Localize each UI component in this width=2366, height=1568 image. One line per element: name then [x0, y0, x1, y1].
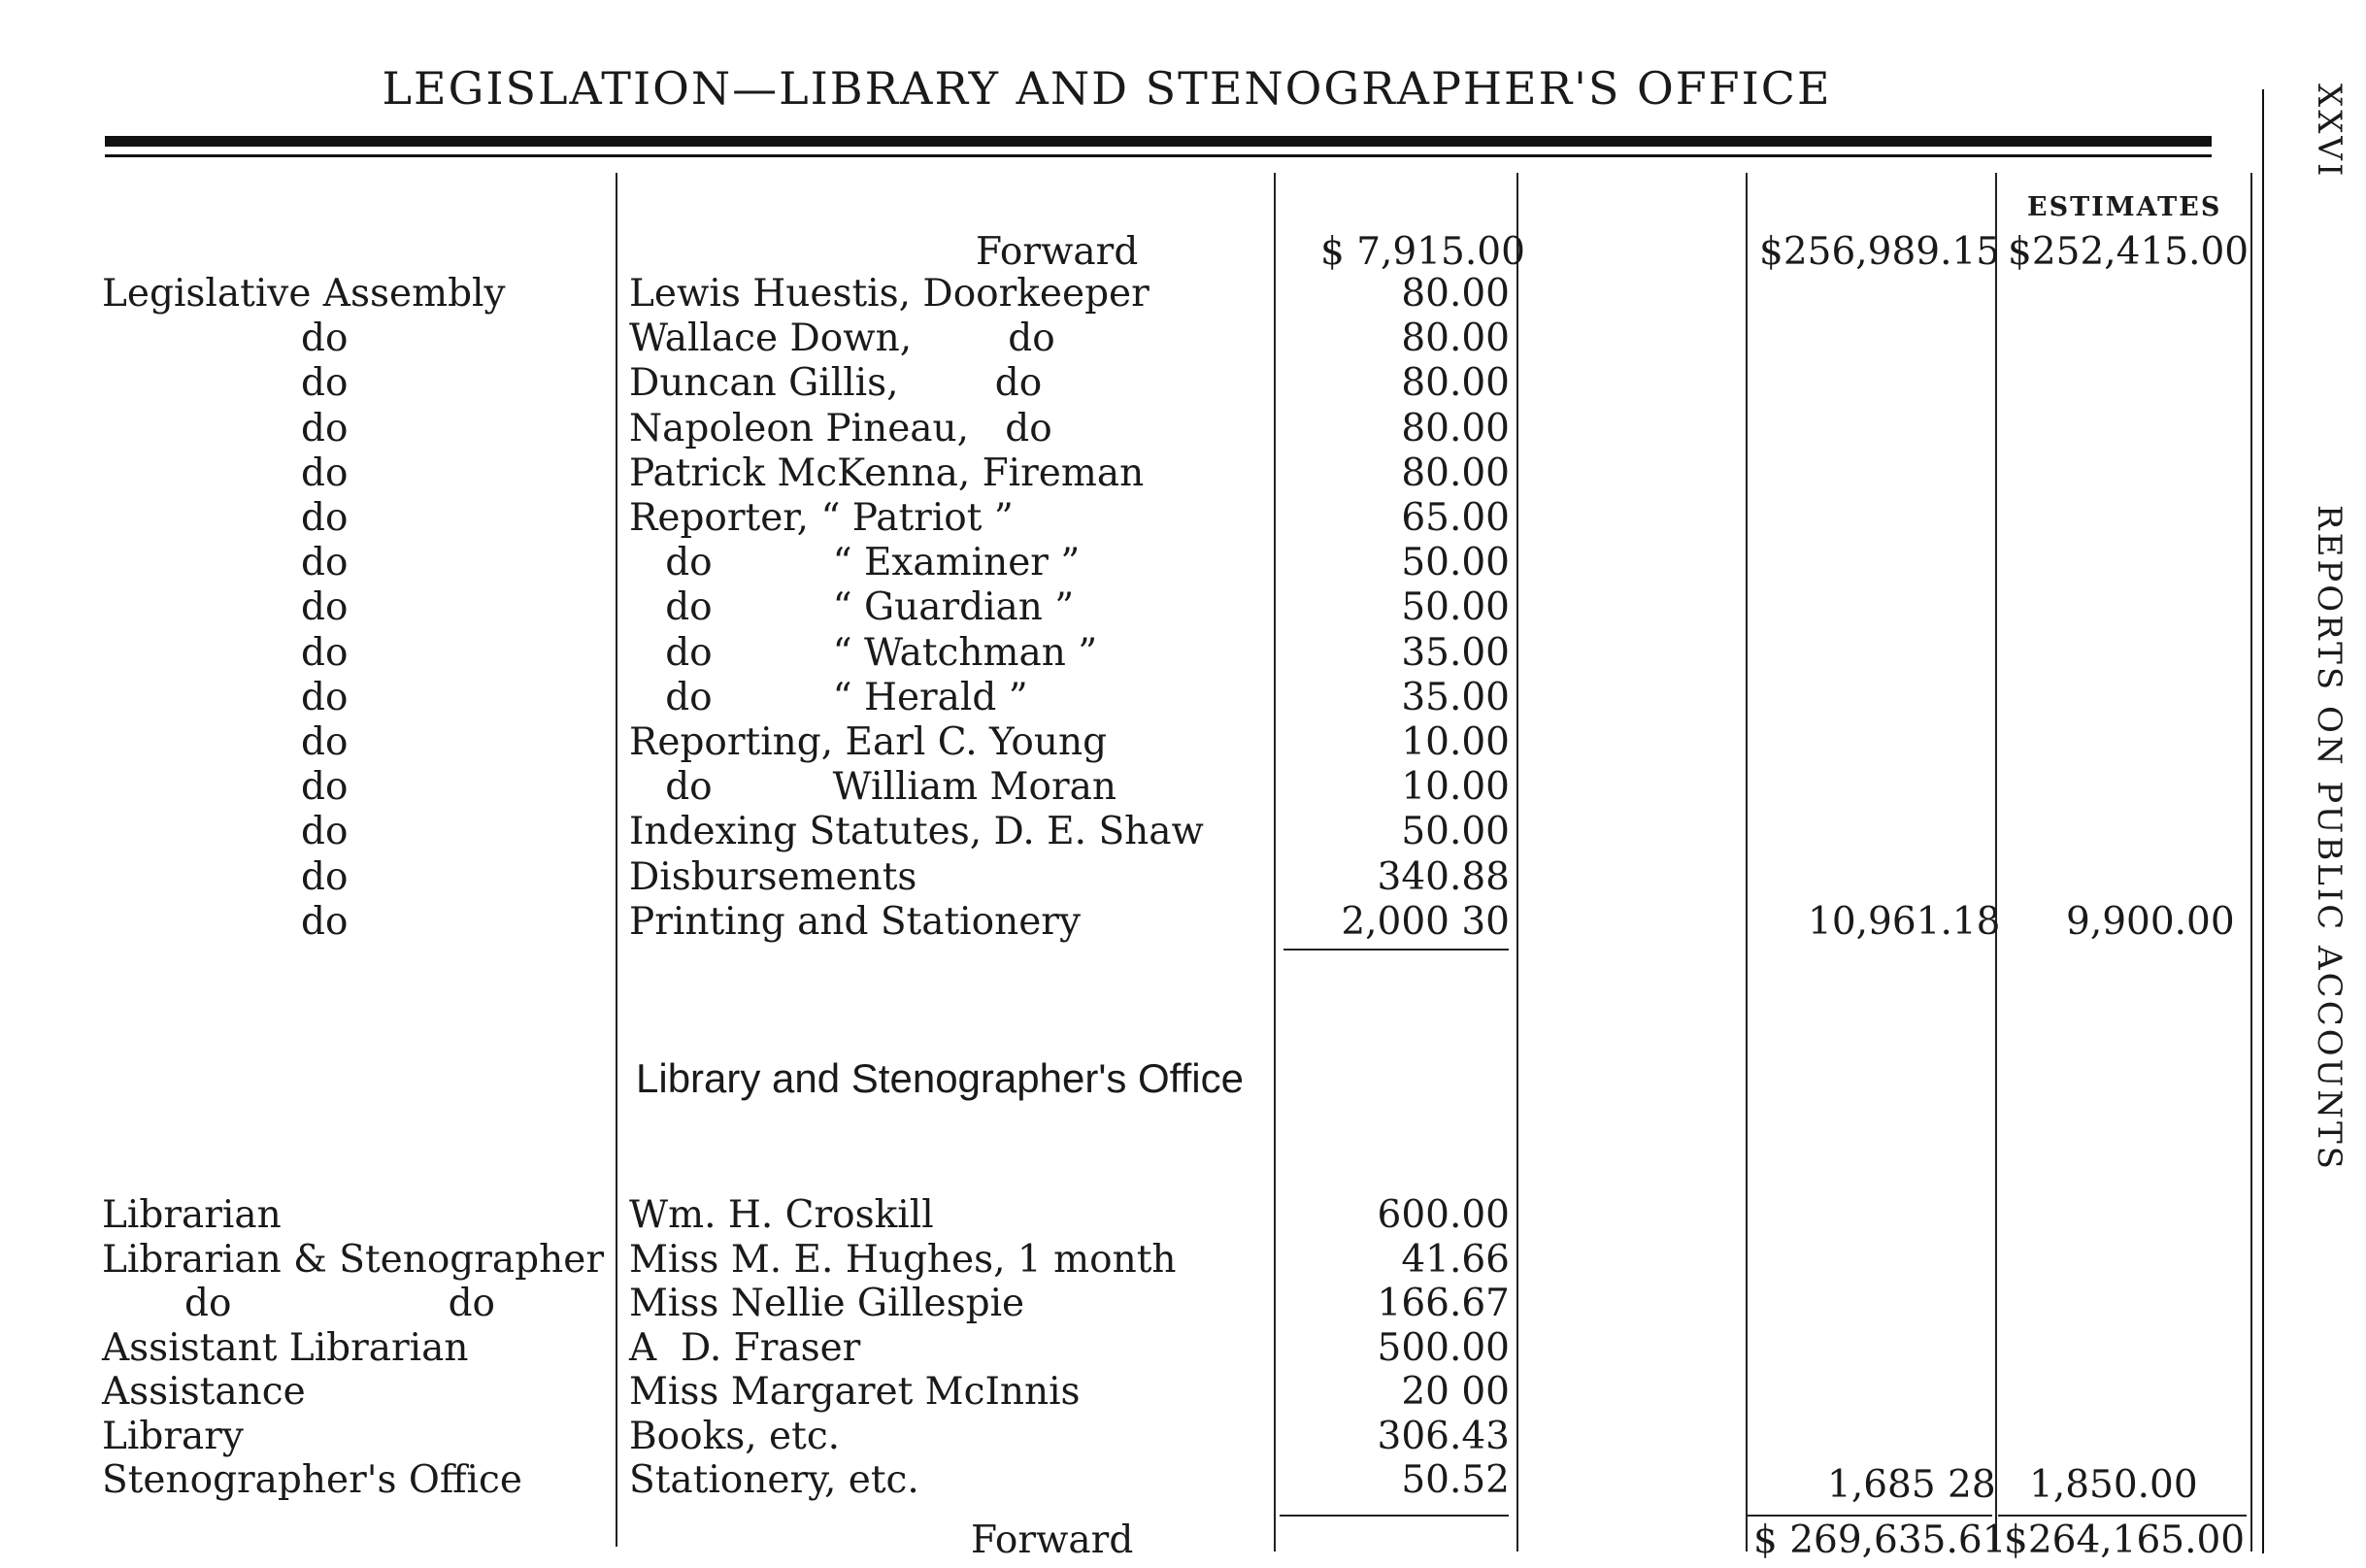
column-rule-payee: [616, 173, 617, 1547]
row-amount: 80.00: [1401, 317, 1510, 361]
row-payee: Duncan Gillis, do: [629, 361, 1043, 406]
estimate-rule-bottom: [1998, 1515, 2247, 1517]
row-category: do: [301, 450, 349, 495]
section-title: Library and Stenographer's Office: [636, 1055, 1244, 1101]
row-amount: 2,000 30: [1341, 899, 1510, 944]
row-amount: 80.00: [1401, 406, 1510, 450]
row-category: do: [301, 720, 349, 764]
row-category: do: [301, 810, 349, 854]
row-amount: 500.00: [1377, 1325, 1510, 1370]
row-amount: 50.52: [1401, 1458, 1510, 1502]
row-amount: 10.00: [1401, 765, 1510, 810]
side-rule: [2262, 89, 2264, 1553]
column-rule-total-left: [1746, 173, 1748, 1551]
row-category: Legislative Assembly: [102, 272, 506, 316]
row-amount: 340.88: [1377, 854, 1510, 899]
column-rule-estimate-right: [2250, 173, 2252, 1551]
row-payee: A D. Fraser: [629, 1325, 861, 1370]
forward-estimate-bottom: $264,165.00: [2004, 1518, 2246, 1562]
row-category: Librarian: [102, 1193, 282, 1237]
row-category: do: [301, 406, 349, 450]
row-payee: do “ Watchman ”: [629, 630, 1098, 675]
row-amount: 80.00: [1401, 272, 1510, 316]
row-category: do: [301, 317, 349, 361]
row-amount: 50.00: [1401, 585, 1510, 630]
row-payee: Wm. H. Croskill: [629, 1193, 934, 1237]
forward-estimate-top: $252,415.00: [2008, 230, 2249, 274]
row-payee: Reporting, Earl C. Young: [629, 720, 1108, 764]
row-payee: Wallace Down, do: [629, 317, 1055, 361]
row-amount: 10.00: [1401, 720, 1510, 764]
row-payee: Napoleon Pineau, do: [629, 406, 1052, 450]
total-rule-bottom: [1748, 1515, 1992, 1517]
row-payee: Reporter, “ Patriot ”: [629, 496, 1014, 540]
row-category: do: [301, 541, 349, 585]
row-payee: Lewis Huestis, Doorkeeper: [629, 272, 1150, 316]
page-title: LEGISLATION—LIBRARY AND STENOGRAPHER'S OFFICE: [382, 62, 1832, 115]
library-subtotal-rule: [1280, 1515, 1509, 1517]
header-rule-thick: [105, 136, 2212, 147]
row-category: Assistance: [102, 1370, 306, 1414]
row-category: Library: [102, 1414, 244, 1458]
library-estimate: 1,850.00: [2029, 1463, 2198, 1507]
row-payee: Miss Nellie Gillespie: [629, 1282, 1025, 1325]
assembly-estimate: 9,900.00: [2066, 900, 2235, 944]
row-amount: 306.43: [1377, 1414, 1510, 1458]
row-category: do do: [184, 1282, 496, 1325]
row-amount: 41.66: [1401, 1237, 1510, 1282]
row-category: do: [301, 630, 349, 675]
header-rule-thin: [105, 154, 2212, 157]
row-amount: 35.00: [1401, 630, 1510, 675]
row-payee: Disbursements: [629, 854, 917, 899]
row-amount: 600.00: [1377, 1193, 1510, 1237]
row-payee: do William Moran: [629, 765, 1116, 810]
row-payee: Indexing Statutes, D. E. Shaw: [629, 810, 1204, 854]
row-payee: Miss Margaret McInnis: [629, 1370, 1081, 1414]
forward-amount-top: $ 7,915.00: [1320, 230, 1525, 274]
row-category: do: [301, 765, 349, 810]
row-payee: Printing and Stationery: [629, 899, 1081, 944]
row-category: Librarian & Stenographer: [102, 1237, 604, 1282]
row-payee: Patrick McKenna, Fireman: [629, 450, 1145, 495]
estimates-header: ESTIMATES: [2027, 192, 2222, 222]
row-category: Stenographer's Office: [102, 1458, 522, 1502]
row-payee: do “ Examiner ”: [629, 541, 1081, 585]
column-rule-amount-right: [1516, 173, 1518, 1551]
side-page-number: XXVI: [2310, 83, 2349, 180]
row-payee: Miss M. E. Hughes, 1 month: [629, 1237, 1177, 1282]
row-category: do: [301, 675, 349, 719]
row-category: Assistant Librarian: [102, 1325, 469, 1370]
row-category: do: [301, 585, 349, 630]
row-amount: 50.00: [1401, 541, 1510, 585]
row-category: do: [301, 361, 349, 406]
row-amount: 80.00: [1401, 450, 1510, 495]
library-total: 1,685 28: [1827, 1463, 1996, 1507]
forward-total-bottom: $ 269,635.61: [1753, 1518, 2007, 1562]
forward-total-top: $256,989.15: [1759, 230, 2001, 274]
column-rule-amount-left: [1274, 173, 1276, 1551]
row-category: do: [301, 899, 349, 944]
side-running-title: REPORTS ON PUBLIC ACCOUNTS: [2310, 505, 2349, 1172]
row-amount: 80.00: [1401, 361, 1510, 406]
row-amount: 50.00: [1401, 810, 1510, 854]
row-payee: do “ Guardian ”: [629, 585, 1075, 630]
row-amount: 35.00: [1401, 675, 1510, 719]
column-rule-estimate-left: [1995, 173, 1997, 1551]
row-payee: Stationery, etc.: [629, 1458, 919, 1502]
row-category: do: [301, 854, 349, 899]
row-payee: do “ Herald ”: [629, 675, 1028, 719]
forward-label-top: Forward: [976, 230, 1139, 274]
assembly-total: 10,961.18: [1808, 900, 2001, 944]
assembly-subtotal-rule: [1283, 949, 1509, 951]
row-payee: Books, etc.: [629, 1414, 841, 1458]
row-category: do: [301, 496, 349, 540]
forward-label-bottom: Forward: [971, 1518, 1134, 1562]
row-amount: 166.67: [1377, 1282, 1510, 1325]
row-amount: 65.00: [1401, 496, 1510, 540]
row-amount: 20 00: [1401, 1370, 1510, 1414]
